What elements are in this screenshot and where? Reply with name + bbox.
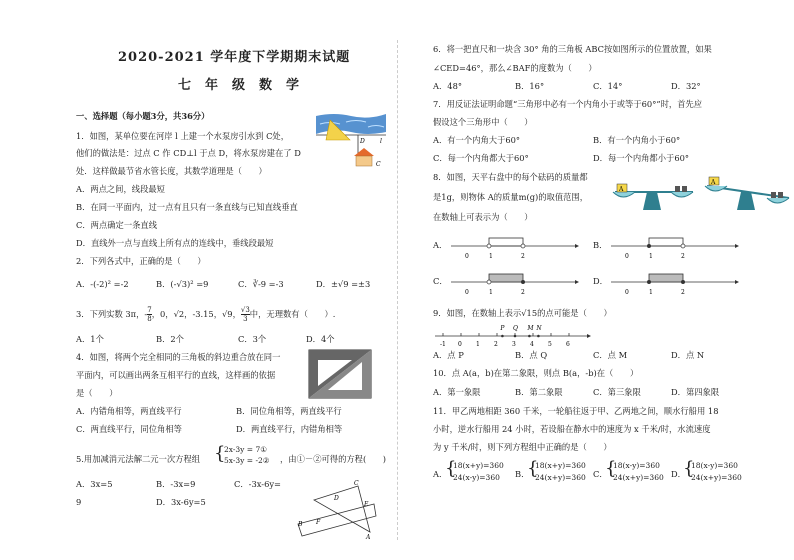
point-label: M <box>527 325 534 332</box>
q3-option-d: D．4个 <box>306 334 335 344</box>
tick-2: 2 <box>681 253 685 260</box>
point-q <box>514 335 517 338</box>
q10-option-b: B．第二象限 <box>515 387 563 397</box>
q11-a-brace: { <box>445 458 457 479</box>
arrow-icon <box>735 244 739 248</box>
weight-icon <box>771 192 776 198</box>
q5-stem-b: ，由①－②可得的方程( ) <box>280 454 387 464</box>
q5-option-c: C．-3x-6y= <box>234 479 281 489</box>
point-m <box>528 335 531 338</box>
q1-line1: 1．如图，某单位要在河岸 l 上建一个水泵房引水到 C处， <box>76 131 290 141</box>
open-dot <box>521 244 525 248</box>
q11-option-a-label: A． <box>433 469 448 479</box>
pan-left-1 <box>613 192 635 197</box>
tick-1: 1 <box>489 289 493 296</box>
q4-option-d: D．两直线平行，内错角相等 <box>236 424 343 434</box>
q8-line1: 8．如图，天平右盘中的每个砝码的质量都 <box>433 172 588 182</box>
q11-option-c-label: C． <box>593 469 608 479</box>
q5-brace: { <box>214 443 226 464</box>
tick-0: 0 <box>465 253 469 260</box>
q8-line3: 在数轴上可表示为（ ） <box>433 212 533 222</box>
stand-left <box>643 192 661 210</box>
q1-option-d: D．直线外一点与直线上所有点的连线中，垂线段最短 <box>76 238 274 248</box>
q7-line2: 假设这个三角形中（ ） <box>433 117 533 127</box>
q5-eq2: 5x-3y = -2② <box>224 456 270 465</box>
house-roof-icon <box>354 148 374 156</box>
q5-option-b: B．-3x=9 <box>156 479 196 489</box>
q10-stem: 10．点 A(a，b)在第二象限，则点 B(a，-b)在（ ） <box>433 368 639 378</box>
q3-option-b: B．2个 <box>156 334 184 344</box>
q3-frac2-den: 3 <box>243 315 248 323</box>
arrow-icon <box>575 280 579 284</box>
q5-option-a: A．3x=5 <box>76 479 113 489</box>
q9-stem: 9．如图，在数轴上表示√15的点可能是（ ） <box>433 308 612 318</box>
q10-option-c: C．第三象限 <box>593 387 641 397</box>
tick-2: 2 <box>681 289 685 296</box>
q6-option-d: D．32° <box>671 81 701 91</box>
point-label: P <box>500 325 505 332</box>
balance-right <box>705 177 789 210</box>
q7-option-b: B．有一个内角小于60° <box>593 135 681 145</box>
q9-number-line <box>433 322 593 350</box>
object-a-right-label: A <box>711 179 716 186</box>
range-box <box>649 238 683 246</box>
solid-dot <box>521 280 525 284</box>
q6-option-b: B．16° <box>515 81 545 91</box>
q2-b-expr: (-√3)² =9 <box>170 279 209 289</box>
arrow-icon <box>587 334 591 338</box>
point-n <box>537 335 540 338</box>
q9-option-b: B．点 Q <box>515 350 548 360</box>
point-group <box>499 325 542 337</box>
q8-number-line-d <box>609 268 739 298</box>
open-dot <box>681 244 685 248</box>
label-c: C <box>376 161 381 168</box>
q11-c-eq1: 18(x-y)=360 <box>613 461 660 470</box>
pan-left-2 <box>671 192 693 197</box>
q9-option-d: D．点 N <box>671 350 705 360</box>
q2-option-b <box>156 279 208 290</box>
q3-stem <box>76 306 335 323</box>
q1-line2: 他们的做法是：过点 C 作 CD⊥l 于点 D，将水泵房建在了 D <box>76 148 301 158</box>
q11-line2: 小时，逆水行船用 24 小时，若设船在静水中的速度为 x 千米/时，水流速度 <box>433 424 711 434</box>
q2-d-expr: ±√9 =±3 <box>330 279 371 289</box>
q1-line3: 处．这样做最节省水管长度，其数学道理是（ ） <box>76 166 267 176</box>
q6-option-c: C．14° <box>593 81 623 91</box>
tick-label: 0 <box>458 341 462 348</box>
point-label: N <box>536 325 542 332</box>
range-box <box>649 274 683 282</box>
exam-subtitle: 七年级数学 <box>178 78 314 93</box>
label-tri-a: A <box>366 534 371 540</box>
q11-b-brace: { <box>527 458 539 479</box>
label-tri-c: C <box>354 480 359 487</box>
q3-option-c: C．3个 <box>238 334 267 344</box>
q5-option-c-cont: 9 <box>76 497 82 507</box>
tick-label: 4 <box>530 341 534 348</box>
q2-stem: 2．下列各式中，正确的是（ ） <box>76 256 206 266</box>
q3-frac1-den: 8 <box>147 315 152 323</box>
label-l: l <box>380 138 382 145</box>
q5-eq1: 2x-3y = 7① <box>224 445 267 454</box>
label-tri-f: F <box>316 519 321 526</box>
q11-d-brace: { <box>683 458 695 479</box>
q2-a-expr: -(-2)² =-2 <box>90 279 129 289</box>
q2-d-label: D． <box>316 279 331 289</box>
section-heading: 一、选择题（每小题3分，共36分） <box>76 111 210 121</box>
q11-option-b-label: B． <box>515 469 530 479</box>
q10-option-d: D．第四象限 <box>671 387 720 397</box>
q3-stem-a: 3．下列实数 3π，- <box>76 309 148 319</box>
q8-number-line-c <box>449 268 579 298</box>
q5-stem-a: 5.用加减消元法解二元一次方程组 <box>76 454 201 464</box>
q1-option-b: B．在同一平面内，过一点有且只有一条直线与已知直线垂直 <box>76 202 298 212</box>
open-dot <box>487 244 491 248</box>
tick-2: 2 <box>521 253 525 260</box>
q9-option-c: C．点 M <box>593 350 628 360</box>
house-icon <box>356 156 372 166</box>
q5-option-d: D．3x-6y=5 <box>156 497 206 507</box>
label-d: D <box>360 138 365 145</box>
tick-label: 3 <box>512 341 516 348</box>
tick-1: 1 <box>649 289 653 296</box>
q11-line3: 为 y 千米/时，则下列方程组中正确的是（ ） <box>433 442 612 452</box>
q3-stem-c: 中，无理数有（ ）. <box>249 309 336 319</box>
q10-option-a: A．第一象限 <box>433 387 481 397</box>
tick-0: 0 <box>465 289 469 296</box>
q2-a-label: A． <box>76 279 91 289</box>
tick-1: 1 <box>489 253 493 260</box>
open-dot <box>487 280 491 284</box>
range-box <box>489 238 523 246</box>
river-shape <box>316 114 386 134</box>
q2-option-c <box>238 279 284 290</box>
tick-2: 2 <box>521 289 525 296</box>
q3-stem-b: ，0，√2，-3.15，√9， <box>151 309 241 319</box>
object-a-left-label: A <box>619 186 624 193</box>
q4-line2: 平面内，可以画出两条互相平行的直线，这样画的依据 <box>76 370 276 380</box>
solid-dot <box>647 280 651 284</box>
set-squares-figure <box>308 348 374 402</box>
pan-right-2 <box>767 198 789 203</box>
q8-line2: 是1g，则物体 A的质量m(g)的取值范围， <box>433 192 589 202</box>
balance-figure <box>611 168 791 212</box>
pan-right-1 <box>705 186 727 191</box>
q4-option-c: C．两直线平行，同位角相等 <box>76 424 182 434</box>
q3-option-a: A．1个 <box>76 334 104 344</box>
q3-fraction-2 <box>241 306 250 323</box>
tick-group <box>440 333 570 348</box>
q4-option-a: A．内错角相等，两直线平行 <box>76 406 182 416</box>
balance-left <box>613 184 693 210</box>
q11-c-eq2: 24(x+y)=360 <box>613 473 664 482</box>
q7-option-a: A．有一个内角大于60° <box>433 135 521 145</box>
q8-option-a-label: A． <box>433 240 448 250</box>
tick-label: 1 <box>476 341 480 348</box>
q3-frac1-num: 7 <box>147 306 152 314</box>
tick-label: 6 <box>566 341 570 348</box>
q11-d-eq1: 18(x-y)=360 <box>691 461 738 470</box>
tick-label: -1 <box>440 341 446 348</box>
q11-d-eq2: 24(x+y)=360 <box>691 473 742 482</box>
weight-icon <box>675 186 680 192</box>
stand-right <box>737 192 755 210</box>
q9-option-a: A．点 P <box>433 350 464 360</box>
q6-line1: 6．将一把直尺和一块含 30° 角的三角板 ABC按如图所示的位置放置，如果 <box>433 44 712 54</box>
arrow-icon <box>575 244 579 248</box>
q8-number-line-a <box>449 232 579 262</box>
q2-b-label: B． <box>156 279 171 289</box>
label-tri-d: D <box>334 495 339 502</box>
q2-option-a <box>76 279 129 290</box>
q11-b-eq2: 24(x+y)=360 <box>535 473 586 482</box>
tick-1: 1 <box>649 253 653 260</box>
q11-option-d-label: D． <box>671 469 686 479</box>
river-figure <box>316 110 386 172</box>
solid-dot <box>681 280 685 284</box>
q2-c-label: C． <box>238 279 253 289</box>
q4-line3: 是（ ） <box>76 388 118 398</box>
tick-label: 5 <box>548 341 552 348</box>
arrow-icon <box>735 280 739 284</box>
q7-option-d: D．每一个内角都小于60° <box>593 153 690 163</box>
ruler-triangle-figure <box>294 478 380 540</box>
tick-0: 0 <box>625 289 629 296</box>
point-label: Q <box>513 325 518 332</box>
q7-option-c: C．每一个内角都大于60° <box>433 153 529 163</box>
q4-option-b: B．同位角相等，两直线平行 <box>236 406 342 416</box>
weight-icon <box>778 192 783 198</box>
q1-option-c: C．两点确定一条直线 <box>76 220 158 230</box>
q3-frac2-num: √3 <box>240 306 250 314</box>
q2-option-d <box>316 279 370 290</box>
q11-line1: 11．甲乙两地相距 360 千米，一轮船往返于甲、乙两地之间，顺水行船用 18 <box>433 406 719 416</box>
exam-title: 2020-2021 学年度下学期期末试题 <box>118 50 351 65</box>
weight-icon <box>682 186 687 192</box>
q6-line2: ∠CED=46°，那么∠BAF的度数为（ ） <box>433 63 597 73</box>
q8-option-d-label: D． <box>593 276 608 286</box>
range-box <box>489 274 523 282</box>
q7-line1: 7．用反证法证明命题“三角形中必有一个内角小于或等于60°”时，首先应 <box>433 99 703 109</box>
q1-option-a: A．两点之间，线段最短 <box>76 184 165 194</box>
label-tri-e: E <box>364 501 369 508</box>
q11-a-eq1: 18(x+y)=360 <box>453 461 504 470</box>
q2-c-expr: ∛-9 =-3 <box>252 279 284 289</box>
solid-dot <box>647 244 651 248</box>
q11-b-eq1: 18(x+y)=360 <box>535 461 586 470</box>
tick-label: 2 <box>494 341 498 348</box>
tick-0: 0 <box>625 253 629 260</box>
q8-number-line-b <box>609 232 739 262</box>
q4-line1: 4．如图，将两个完全相同的三角板的斜边重合放在同一 <box>76 352 281 362</box>
q8-option-b-label: B． <box>593 240 608 250</box>
right-column <box>397 0 794 560</box>
q11-a-eq2: 24(x-y)=360 <box>453 473 500 482</box>
q8-option-c-label: C． <box>433 276 448 286</box>
label-tri-b: B <box>298 521 303 528</box>
q6-option-a: A．48° <box>433 81 462 91</box>
point-p <box>501 335 504 338</box>
q11-c-brace: { <box>605 458 617 479</box>
